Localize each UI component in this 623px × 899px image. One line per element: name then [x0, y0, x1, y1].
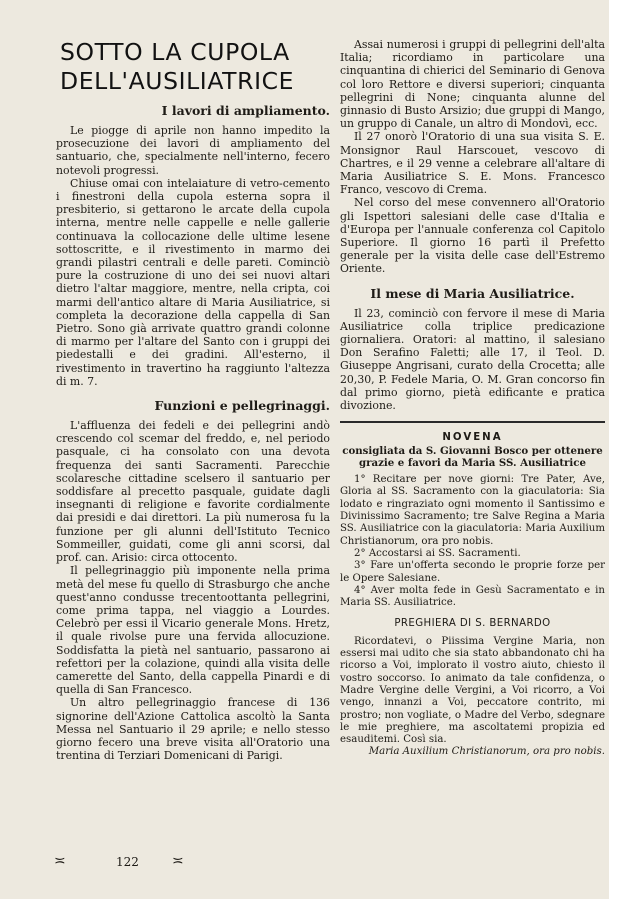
paragraph: Nel corso del mese convennero all'Oratorio gli Ispettori salesiani delle case d'Italia e d'Europa per l'annuale conferenza col Capitolo Superiore. Il giorno 16 partì il Prefetto generale per la visita delle case dell'Estremo Oriente.: [340, 196, 605, 276]
novena-subtitle-2: grazie e favori da Maria SS. Ausiliatrice: [359, 456, 586, 469]
prayer-title: PREGHIERA DI S. BERNARDO: [394, 618, 551, 630]
section-heading-mese: Il mese di Maria Ausiliatrice.: [370, 285, 575, 301]
right-ornament-icon: ≍: [172, 853, 184, 869]
novena-item-2: 2° Accostarsi ai SS. Sacramenti.: [354, 547, 521, 559]
page-number: 122: [116, 855, 139, 869]
paragraph: Un altro pellegrinaggio francese di 136 signorine dell'Azione Cattolica ascoltò la Santa Messa nel Santuario il 29 aprile; e nello stesso giorno fecero una breve visita all'Oratorio una trentina di Terziari Domenicani di Parigi.: [56, 696, 330, 763]
paragraph: Assai numerosi i gruppi di pellegrini dell'alta Italia; ricordiamo in particolare una cinquantina di chierici del Seminario di Genova col loro Rettore e diversi superiori; cinquanta pellegrini di None; cinquanta alunne del ginnasio di Busto Arsizio; due gruppi di Mango, un gruppo di Canale, un altro di Mondovì, ecc.: [340, 38, 605, 131]
page-title: [60, 38, 330, 96]
prayer-closing: Maria Auxilium Christianorum, ora pro nobis.: [368, 746, 605, 758]
right-column: [340, 38, 605, 759]
section-heading-lavori: I lavori di ampliamento.: [161, 103, 330, 118]
left-ornament-icon: ≍: [54, 853, 66, 869]
novena-item-1: 1° Recitare per nove giorni: Tre Pater, Ave, Gloria al SS. Sacramento con la giaculatoria: Sia lodato e ringraziato ogni momento il Santissimo e Divinissimo Sacramento; tre Salve Regina a Maria SS. Ausiliatrice con la giaculatoria: Maria Auxilium Christianorum, ora pro nobis.: [340, 474, 605, 547]
section-heading-funzioni: Funzioni e pellegrinaggi.: [154, 398, 330, 414]
paragraph: Il pellegrinaggio più imponente nella prima metà del mese fu quello di Strasburgo che anche quest'anno condusse trecentoottanta pellegrini, come prima tappa, nel viaggio a Lourdes. Celebrò per essi il Vicario generale Mons. Hretz, il quale rivolse pure una fervida allocuzione. Soddisfatta la pietà nel santuario, passarono ai refettori per la colazione, quindi alla visita delle camerette del Santo, della cappella Pinardi e di quella di San Francesco.: [56, 564, 330, 697]
novena-item-3: 3° Fare un'offerta secondo le proprie forze per le Opere Salesiane.: [340, 560, 605, 584]
prayer-body: Ricordatevi, o Piissima Vergine Maria, non essersi mai udito che sia stato abbandonato chi ha ricorso a Voi, implorato il vostro aiuto, chiesto il vostro soccorso. Io animato da tale confidenza, o Madre Vergine delle Vergini, a Voi ricorro, a Voi vengo, innanzi a Voi, peccatore contrito, mi prostro; non vogliate, o Madre del Verbo, sdegnare le mie preghiere, ma ascoltatemi propizia ed esauditemi. Così sia.: [340, 635, 605, 746]
page-margin: [609, 0, 623, 899]
paragraph: Il 23, cominciò con fervore il mese di Maria Ausiliatrice colla triplice predicazione giornaliera. Oratori: al mattino, il salesiano Don Serafino Faletti; alle 17, il Teol. D. Giuseppe Angrisani, curato della Crocetta; alle 20,30, P. Fedele Maria, O. M. Gran concorso fin dal primo giorno, pietà edificante e pratica divozione.: [340, 306, 605, 413]
title-line-1: SOTTO LA CUPOLA: [60, 38, 290, 66]
left-column: [56, 38, 330, 762]
paragraph: Il 27 onorò l'Oratorio di una sua visita S. E. Monsignor Raul Harscouet, vescovo di Chartres, e il 29 venne a celebrare all'altare di Maria Ausiliatrice S. E. Mons. Francesco Franco, vescovo di Crema.: [340, 130, 605, 197]
paragraph: Chiuse omai con intelaiature di vetro-cemento i finestroni della cupola esterna sopra il presbiterio, si gettarono le arcate della cupola interna, mentre nelle cappelle e nelle gallerie continuava la collocazione delle ultime lesene sottoscritte, e il rivestimento in marmo dei grandi pilastri centrali e delle pareti. Cominciò pure la costruzione di uno dei sei nuovi altari dietro l'altar maggiore, mentre, nella cripta, coi marmi dell'antico altare di Maria Ausiliatrice, si completa la decorazione della cappella di San Pietro. Sono già arrivate quattro grandi colonne di marmo per l'altare del Santo con i gruppi dei piedestalli e dei gradini. All'esterno, il rivestimento in travertino ha raggiunto l'altezza di m. 7.: [56, 176, 330, 388]
title-line-2: DELL'AUSILIATRICE: [60, 67, 295, 95]
paragraph: L'affluenza dei fedeli e dei pellegrini andò crescendo col scemar del freddo, e, nel periodo pasquale, ci ha consolato con una devota frequenza dei santi Sacramenti. Parecchie scolaresche cittadine scelsero il santuario per soddisfare al precetto pasquale, guidate dagli insegnanti di religione e favorite cordialmente dai presidi e dai direttori. La più numerosa fu la funzione per gli alunni dell'Istituto Tecnico Sommeiller, guidati, come gli anni scorsi, dal prof. can. Arisio: circa ottocento.: [56, 419, 330, 565]
novena-title: NOVENA: [442, 432, 503, 444]
novena-box: [340, 432, 605, 758]
page-footer: [54, 852, 244, 872]
novena-item-4: 4° Aver molta fede in Gesù Sacramentato e in Maria SS. Ausiliatrice.: [340, 584, 605, 609]
novena-subtitle-1: consigliata da S. Giovanni Bosco per ottenere: [342, 444, 603, 457]
paragraph: Le piogge di aprile non hanno impedito la prosecuzione dei lavori di ampliamento del santuario, che, specialmente nell'interno, fecero notevoli progressi.: [56, 124, 330, 177]
